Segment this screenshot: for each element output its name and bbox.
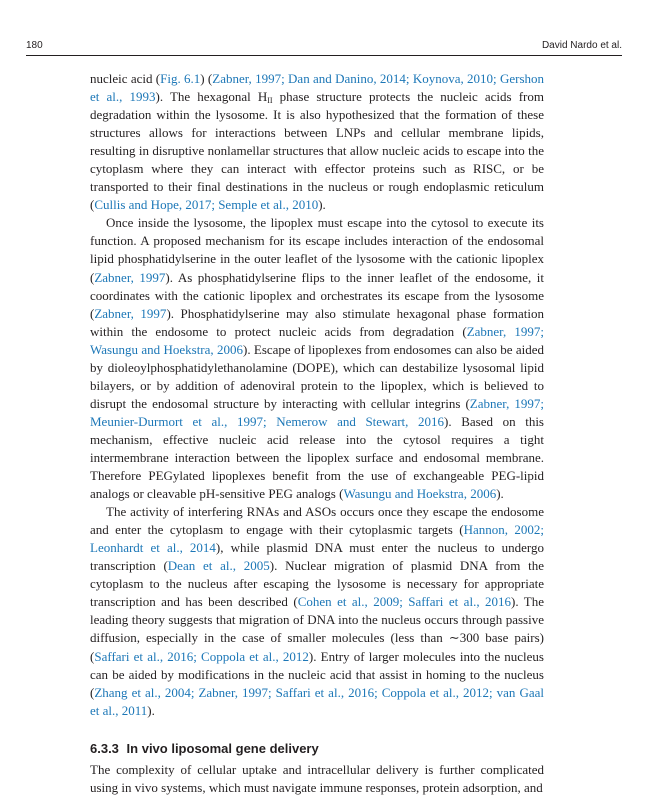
body-text	[90, 70, 544, 797]
header-rule	[26, 55, 622, 56]
citation-link[interactable]: Wasungu and Hoekstra, 2006	[343, 486, 497, 502]
citation-link[interactable]: Zabner, 1997	[94, 269, 166, 285]
text-run: Once inside the lysosome, the lipoplex must escape into the cytosol to execute its function. A proposed mechanism for its escape includes interaction of the endosomal lipid phosphatidylserine in the outer leaflet of the lysosome with the cationic lipoplex (	[90, 215, 544, 285]
subscript: II	[267, 96, 273, 106]
text-run: ). Phosphatidylserine may also stimulate hexagonal phase formation within the endosome to protect nucleic acids from degradation (	[90, 305, 545, 339]
paragraph	[90, 70, 544, 214]
section-number: 6.3.3	[90, 740, 119, 756]
text-run: ). Entry of larger molecules into the nucleus can be aided by modifications in the nucleic acid that assist in homing to the nucleus (	[90, 648, 544, 700]
citation-link[interactable]: Cullis and Hope, 2017; Semple et al., 2010	[94, 197, 319, 213]
paragraph	[90, 214, 544, 503]
citation-link[interactable]: Zabner, 1997; Wasungu and Hoekstra, 2006	[90, 323, 544, 357]
section-title: In vivo liposomal gene delivery	[126, 740, 319, 756]
citation-link[interactable]: Cohen et al., 2009; Saffari et al., 2016	[297, 594, 512, 610]
citation-link[interactable]: Zabner, 1997; Dan and Danino, 2014; Koynova, 2010; Gershon et al., 1993	[90, 71, 545, 105]
text-run: The activity of interfering RNAs and ASOs occurs once they escape the endosome and enter the cytoplasm to engage with their cytoplasmic targets (	[90, 504, 544, 538]
text-run: ). As phosphatidylserine flips to the inner leaflet of the endosome, it coordinates with the cationic lipoplex and orchestrates its escape from the lysosome (	[90, 269, 544, 321]
text-run: ). The hexagonal H	[155, 89, 268, 105]
text-run: phase structure protects the nucleic acids from degradation within the lysosome. It is also hypothesized that the formation of these structures allows for interactions between LNPs and cellular membrane lipids, resulting in disruptive nonlamellar structures that allow nucleic acids to escape into the cytoplasm where they can interact with effector proteins such as RISC, or be transported to their final destinations in the nucleus or rough endoplasmic reticulum (	[90, 89, 544, 213]
citation-link[interactable]: Hannon, 2002; Leonhardt et al., 2014	[90, 522, 544, 556]
text-run: ), while plasmid DNA must enter the nucleus to undergo transcription (	[90, 540, 545, 574]
paragraph: The complexity of cellular uptake and intracellular delivery is further complicated using in vivo systems, which must navigate immune responses, protein adsorption, and	[90, 761, 544, 795]
text-run: ). Escape of lipoplexes from endosomes can also be aided by dioleoylphosphatidylethanolamine (DOPE), which can destabilize lysosomal lipid bilayers, or by addition of adenoviral protein to the lipoplex, which is believed to disrupt the endosomal structure by interacting with cellular integrins (	[90, 341, 544, 411]
text-run: ).	[496, 486, 504, 502]
text-run: ). The leading theory suggests that migration of DNA into the nucleus occurs through passive diffusion, especially in the case of smaller molecules (less than ∼300 base pairs) (	[90, 594, 545, 664]
citation-link[interactable]: Saffari et al., 2016; Coppola et al., 2012	[94, 648, 309, 664]
citation-link[interactable]: Fig. 6.1	[160, 71, 201, 86]
page-number: 180	[26, 40, 43, 51]
text-run: ).	[147, 702, 155, 718]
text-run: ).	[318, 197, 326, 213]
citation-link[interactable]: Zabner, 1997; Meunier-Durmort et al., 1997; Nemerow and Stewart, 2016	[90, 395, 545, 429]
text-run: nucleic acid (	[90, 71, 161, 86]
citation-link[interactable]: Dean et al., 2005	[167, 558, 270, 574]
citation-link[interactable]: Zhang et al., 2004; Zabner, 1997; Saffari et al., 2016; Coppola et al., 2012; van Gaal et al., 2011	[90, 684, 544, 718]
text-run: ). Based on this mechanism, effective nucleic acid release into the cytosol requires a tight intermembrane interaction between the lipoplex surface and endosomal membrane. Therefore PEGylated lipoplexes benefit from the use of exchangeable PEG-lipid analogs or cleavable pH-sensitive PEG analogs (	[90, 413, 544, 502]
paragraph	[90, 503, 544, 720]
text-run: ) (	[200, 71, 213, 86]
text-run: ). Nuclear migration of plasmid DNA from the cytoplasm to the nucleus after escaping the lysosome is necessary for appropriate transcription and has been described (	[90, 558, 544, 610]
section-heading	[90, 741, 544, 756]
citation-link[interactable]: Zabner, 1997	[94, 305, 167, 321]
running-head: David Nardo et al.	[541, 40, 622, 51]
page-header	[26, 40, 622, 54]
